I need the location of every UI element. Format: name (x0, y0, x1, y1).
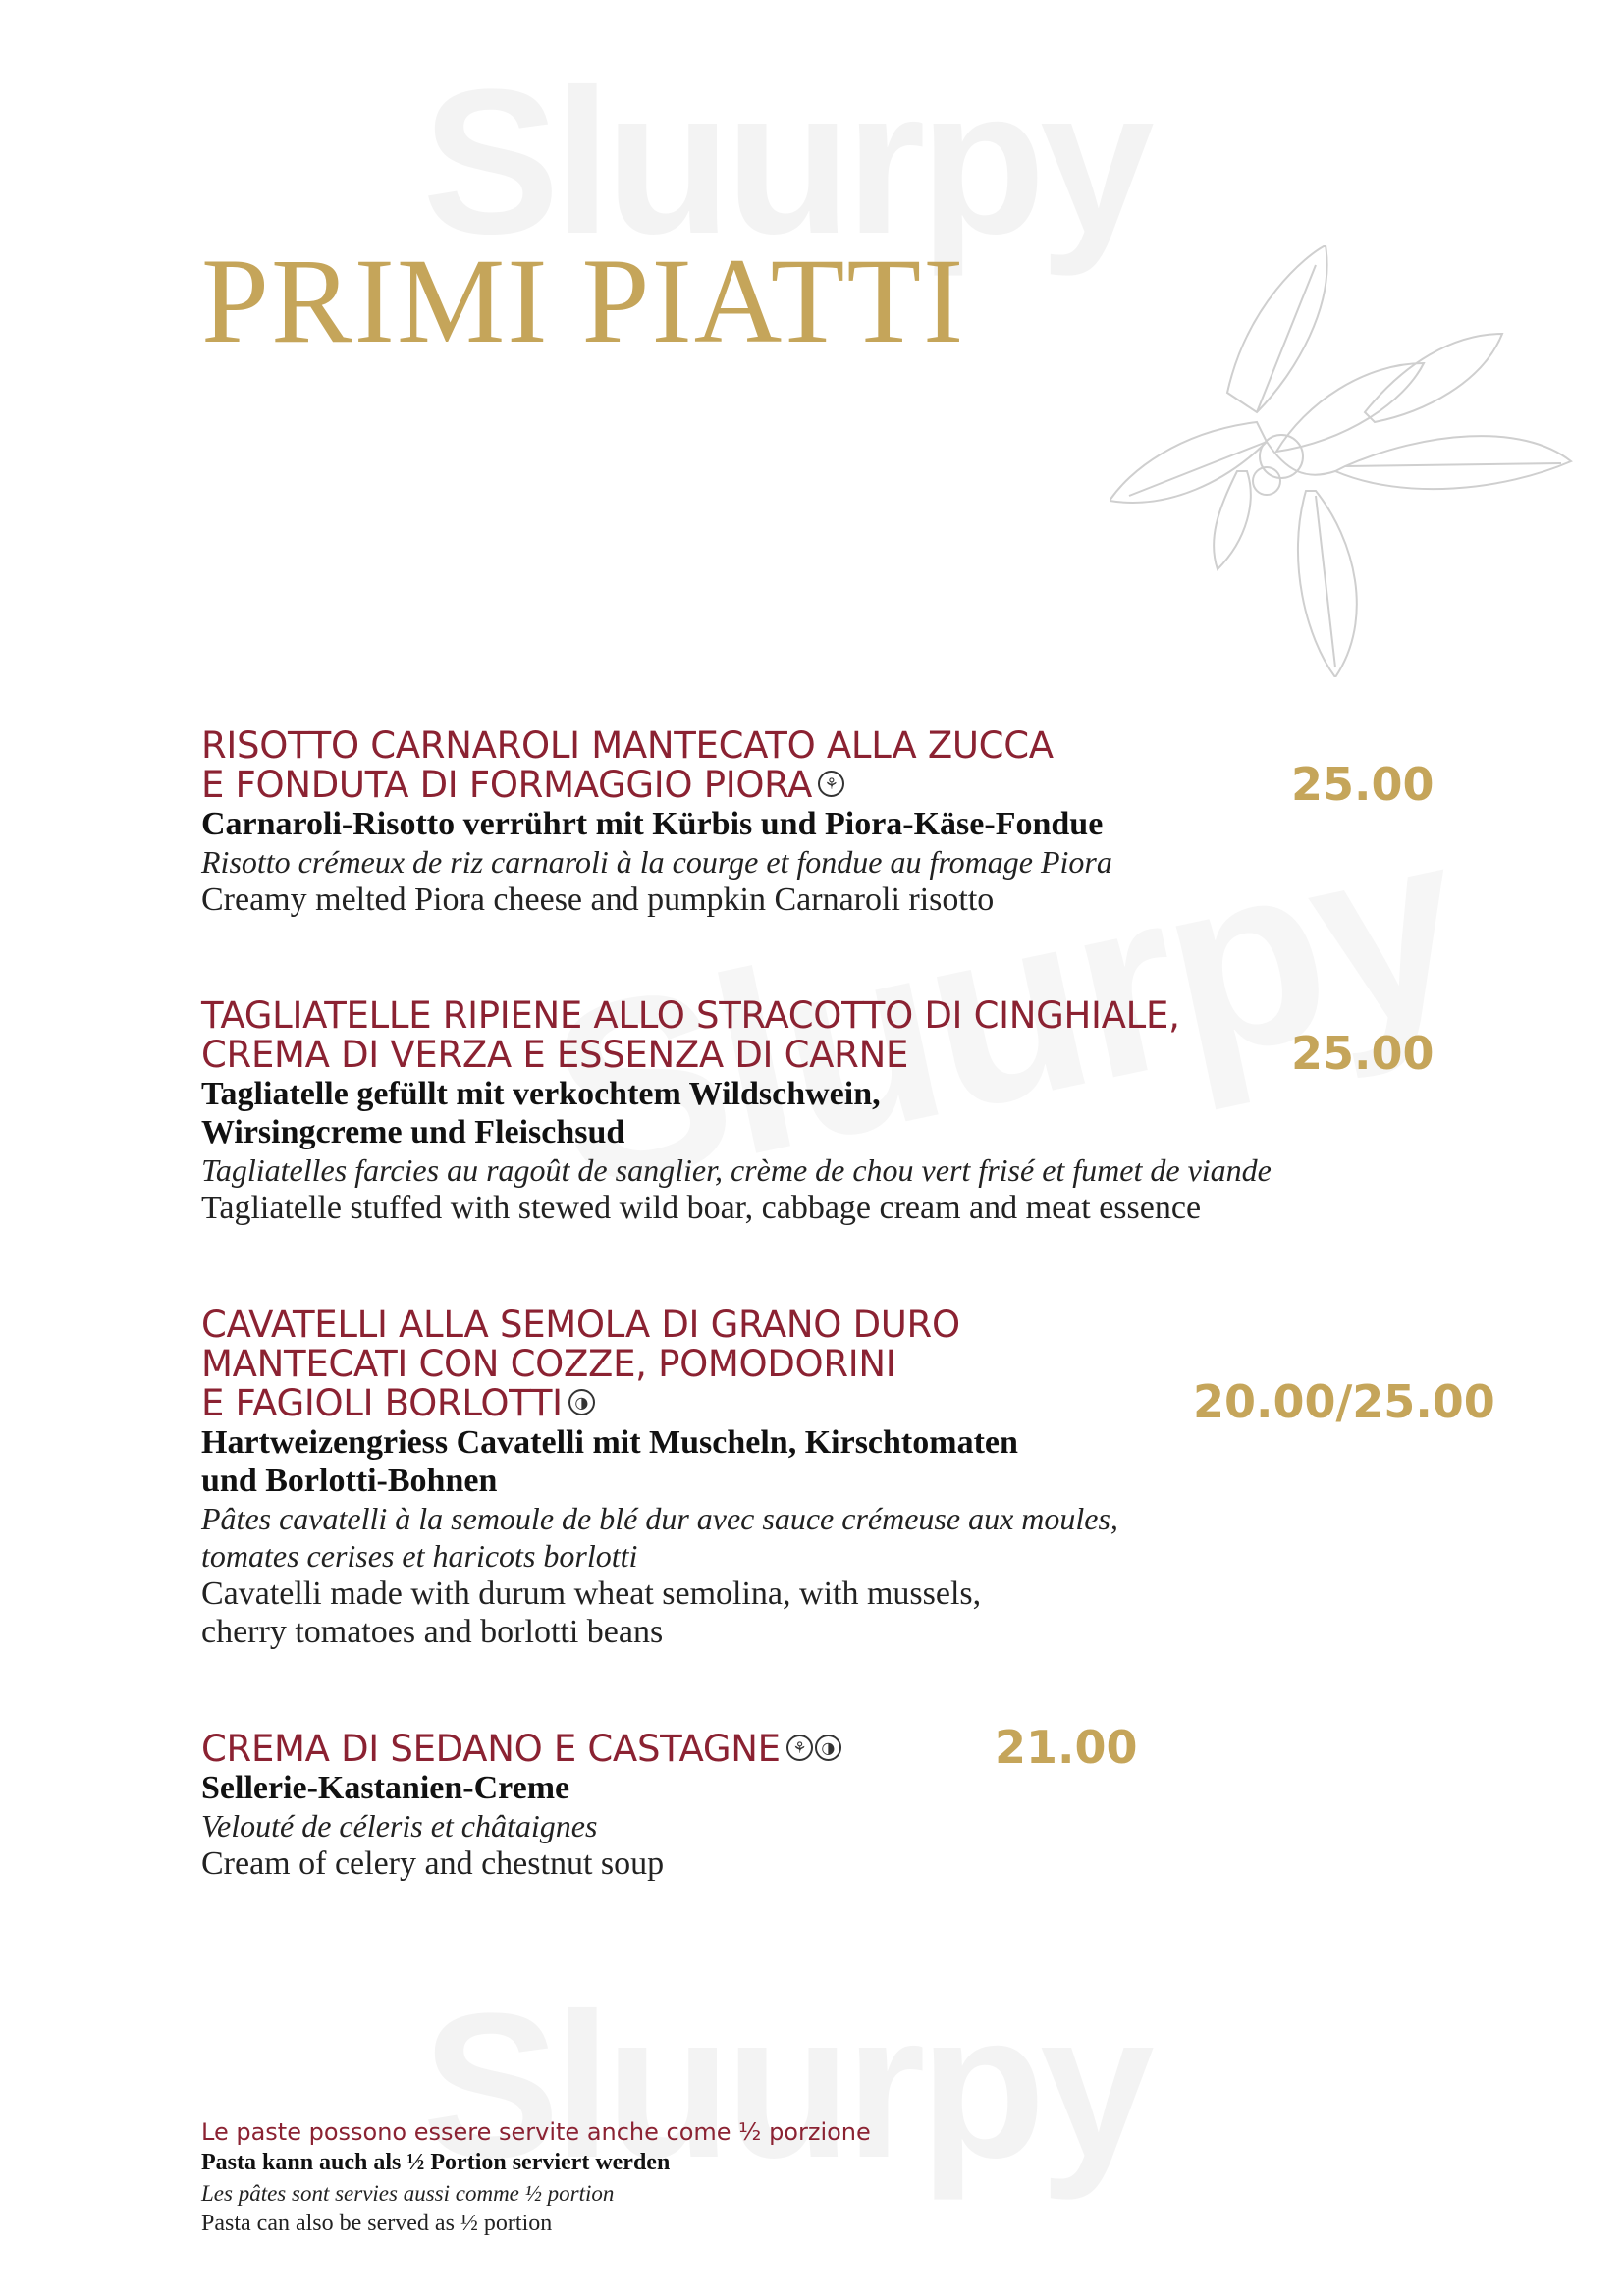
dish-item (201, 1730, 841, 1883)
vegetarian-icon: ⚘ (786, 1735, 813, 1761)
dish-name-line: TAGLIATELLE RIPIENE ALLO STRACOTTO DI CINGHIALE, (201, 994, 1180, 1037)
dish-name-line: CAVATELLI ALLA SEMOLA DI GRANO DURO (201, 1304, 960, 1346)
dish-name-it (201, 996, 1272, 1075)
dish-desc-en: Cavatelli made with durum wheat semolina, with mussels, (201, 1575, 982, 1612)
dish-name-line: E FONDUTA DI FORMAGGIO PIORA ⚘ (201, 766, 1112, 805)
dish-desc-fr: Velouté de céleris et châtaignes (201, 1808, 598, 1843)
dish-name-line: MANTECATI CON COZZE, POMODORINI (201, 1343, 896, 1385)
lactose-free-icon: ◑ (815, 1735, 841, 1761)
note-fr: Les pâtes sont servies aussi comme ½ portion (201, 2181, 615, 2206)
dish-desc-de: und Borlotti-Bohnen (201, 1463, 498, 1499)
dish-item (201, 726, 1112, 919)
dish-desc-fr: Risotto crémeux de riz carnaroli à la courge et fondue au fromage Piora (201, 844, 1112, 880)
dish-desc-en: Creamy melted Piora cheese and pumpkin Carnaroli risotto (201, 881, 995, 918)
dish-item (201, 996, 1272, 1227)
dish-desc-de: Wirsingcreme und Fleischsud (201, 1114, 625, 1150)
dish-name-line: CREMA DI VERZA E ESSENZA DI CARNE (201, 1034, 909, 1076)
dish-item (201, 1306, 1118, 1651)
dish-name-it (201, 726, 1112, 805)
page-title: PRIMI PIATTI (201, 234, 966, 368)
dish-name-it (201, 1306, 1118, 1423)
dish-name-line: E FAGIOLI BORLOTTI ◑ (201, 1384, 1118, 1423)
dish-price: 21.00 (995, 1721, 1138, 1774)
dish-price: 20.00/25.00 (1193, 1375, 1495, 1428)
dish-desc-fr: Pâtes cavatelli à la semoule de blé dur avec sauce crémeuse aux moules, (201, 1501, 1118, 1536)
dish-desc-de: Hartweizengriess Cavatelli mit Muscheln, Kirschtomaten (201, 1424, 1018, 1461)
dish-name-it (201, 1730, 841, 1769)
dish-desc-de: Tagliatelle gefüllt mit verkochtem Wildschwein, (201, 1076, 881, 1112)
half-portion-note (201, 2116, 871, 2239)
dish-name-line: CREMA DI SEDANO E CASTAGNE ⚘ ◑ (201, 1730, 841, 1769)
dish-name-line: RISOTTO CARNAROLI MANTECATO ALLA ZUCCA (201, 724, 1054, 767)
note-it: Le paste possono essere servite anche come ½ porzione (201, 2118, 871, 2146)
vegetarian-icon: ⚘ (818, 771, 844, 797)
dish-desc-en: Cream of celery and chestnut soup (201, 1845, 665, 1882)
dish-price: 25.00 (1291, 758, 1435, 811)
note-de: Pasta kann auch als ½ Portion serviert werden (201, 2150, 671, 2175)
dish-desc-en: cherry tomatoes and borlotti beans (201, 1614, 664, 1650)
dish-desc-fr: Tagliatelles farcies au ragoût de sanglier, crème de chou vert frisé et fumet de viande (201, 1152, 1272, 1188)
dish-price: 25.00 (1291, 1027, 1435, 1080)
dish-desc-fr: tomates cerises et haricots borlotti (201, 1538, 638, 1574)
dish-desc-en: Tagliatelle stuffed with stewed wild boar, cabbage cream and meat essence (201, 1190, 1202, 1226)
dish-desc-de: Carnaroli-Risotto verrührt mit Kürbis und Piora-Käse-Fondue (201, 806, 1104, 842)
dish-desc-de: Sellerie-Kastanien-Creme (201, 1770, 570, 1806)
botanical-illustration-icon (1110, 245, 1581, 677)
lactose-free-icon: ◑ (568, 1389, 595, 1415)
note-en: Pasta can also be served as ½ portion (201, 2211, 553, 2236)
